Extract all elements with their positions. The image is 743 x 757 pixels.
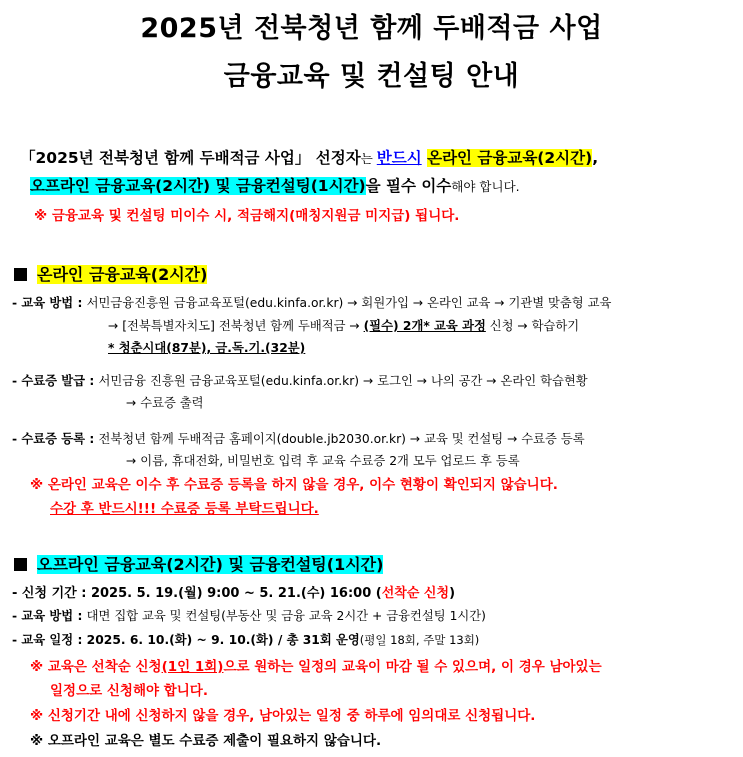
intro-online-highlight: 온라인 금융교육(2시간) bbox=[427, 149, 593, 167]
online-method-line-1 bbox=[12, 293, 611, 311]
online-reg-line-2: → 이름, 휴대전화, 비밀번호 입력 후 교육 수료증 2개 모두 업로드 후 등록 bbox=[126, 454, 520, 468]
online-cert-label: - 수료증 발급 : bbox=[12, 374, 99, 388]
online-reg-label: - 수료증 등록 : bbox=[12, 432, 99, 446]
offline-heading-text: 오프라인 금융교육(2시간) 및 금융컨설팅(1시간) bbox=[37, 555, 384, 574]
intro-comma: , bbox=[592, 149, 599, 167]
offline-period-close: ) bbox=[449, 586, 456, 601]
intro-required: 을 필수 이수 bbox=[365, 177, 452, 195]
offline-method-line bbox=[12, 606, 486, 624]
online-method-text-2: → [전북특별자치도] 전북청년 함께 두배적금 → bbox=[108, 319, 364, 333]
intro-required-suffix: 해야 합니다. bbox=[451, 179, 520, 194]
square-bullet-icon bbox=[14, 268, 27, 281]
online-reg-line-1 bbox=[12, 429, 585, 447]
online-heading-text: 온라인 금융교육(2시간) bbox=[37, 265, 208, 284]
page-title-line2: 금융교육 및 컨설팅 안내 bbox=[223, 61, 520, 92]
offline-schedule-label: - 교육 일정 : bbox=[12, 633, 87, 647]
offline-note-1a: ※ 교육은 선착순 신청 bbox=[30, 659, 162, 675]
online-section-heading bbox=[14, 262, 207, 285]
online-reg-text-1: 전북청년 함께 두배적금 홈페이지(double.jb2030.or.kr) → 교육 및 컨설팅 → 수료증 등록 bbox=[98, 432, 585, 446]
online-cert-line-2: → 수료증 출력 bbox=[126, 396, 204, 410]
offline-note-1-line-1 bbox=[30, 655, 602, 675]
offline-method-label: - 교육 방법 : bbox=[12, 609, 87, 623]
intro-line-1 bbox=[20, 146, 598, 168]
online-method-line-2 bbox=[108, 316, 579, 334]
square-bullet-icon bbox=[14, 558, 27, 571]
offline-note-1c: 으로 원하는 일정의 교육이 마감 될 수 있으며, 이 경우 남아있는 bbox=[223, 659, 602, 675]
intro-program-name: 「2025년 전북청년 함께 두배적금 사업」 선정자 bbox=[20, 149, 361, 167]
offline-schedule-small: (평일 18회, 주말 13회) bbox=[359, 633, 480, 647]
online-method-label: - 교육 방법 : bbox=[12, 296, 87, 310]
intro-text: 는 bbox=[360, 151, 377, 166]
offline-note-1-line-2: 일정으로 신청해야 합니다. bbox=[50, 683, 208, 699]
offline-schedule-line bbox=[12, 630, 479, 648]
online-cert-text-1: 서민금융 진흥원 금융교육포털(edu.kinfa.or.kr) → 로그인 → 나의 공간 → 온라인 학습현황 bbox=[98, 374, 588, 388]
intro-warning: ※ 금융교육 및 컨설팅 미이수 시, 적금해지(매칭지원금 미지급) 됩니다. bbox=[34, 208, 460, 224]
intro-offline-highlight: 오프라인 금융교육(2시간) 및 금융컨설팅(1시간) bbox=[30, 177, 366, 195]
offline-schedule-value: 2025. 6. 10.(화) ~ 9. 10.(화) / 총 31회 운영 bbox=[86, 633, 360, 647]
offline-period-value: 2025. 5. 19.(월) 9:00 ~ 5. 21.(수) 16:00 ( bbox=[90, 586, 382, 601]
offline-period-line bbox=[12, 582, 455, 601]
online-cert-line-1 bbox=[12, 371, 588, 389]
offline-method-value: 대면 집합 교육 및 컨설팅(부동산 및 금융 교육 2시간 + 금융컨설팅 1시간) bbox=[86, 609, 486, 623]
offline-period-label: - 신청 기간 : bbox=[12, 586, 91, 601]
offline-period-note: 선착순 신청 bbox=[381, 586, 450, 601]
online-course-list: * 청춘시대(87분), 금.독.기.(32분) bbox=[108, 341, 306, 355]
online-required-courses: (필수) 2개* 교육 과정 bbox=[363, 319, 486, 333]
online-method-text-2-end: 신청 → 학습하기 bbox=[485, 319, 580, 333]
intro-line-2 bbox=[30, 174, 520, 196]
online-note-2: 수강 후 반드시!!! 수료증 등록 부탁드립니다. bbox=[50, 501, 319, 517]
online-method-text-1: 서민금융진흥원 금융교육포털(edu.kinfa.or.kr) → 회원가입 → 온라인 교육 → 기관별 맞춤형 교육 bbox=[86, 296, 612, 310]
offline-note-2: ※ 신청기간 내에 신청하지 않을 경우, 남아있는 일정 중 하루에 임의대로 신청됩니다. bbox=[30, 708, 536, 724]
offline-section-heading bbox=[14, 552, 383, 575]
intro-must: 반드시 bbox=[376, 149, 422, 167]
offline-note-3: ※ 오프라인 교육은 별도 수료증 제출이 필요하지 않습니다. bbox=[30, 733, 382, 749]
online-note-1: ※ 온라인 교육은 이수 후 수료증 등록을 하지 않을 경우, 이수 현황이 확인되지 않습니다. bbox=[30, 477, 558, 493]
page-title-line1: 2025년 전북청년 함께 두배적금 사업 bbox=[140, 13, 603, 44]
offline-note-1b: (1인 1회) bbox=[161, 659, 224, 675]
